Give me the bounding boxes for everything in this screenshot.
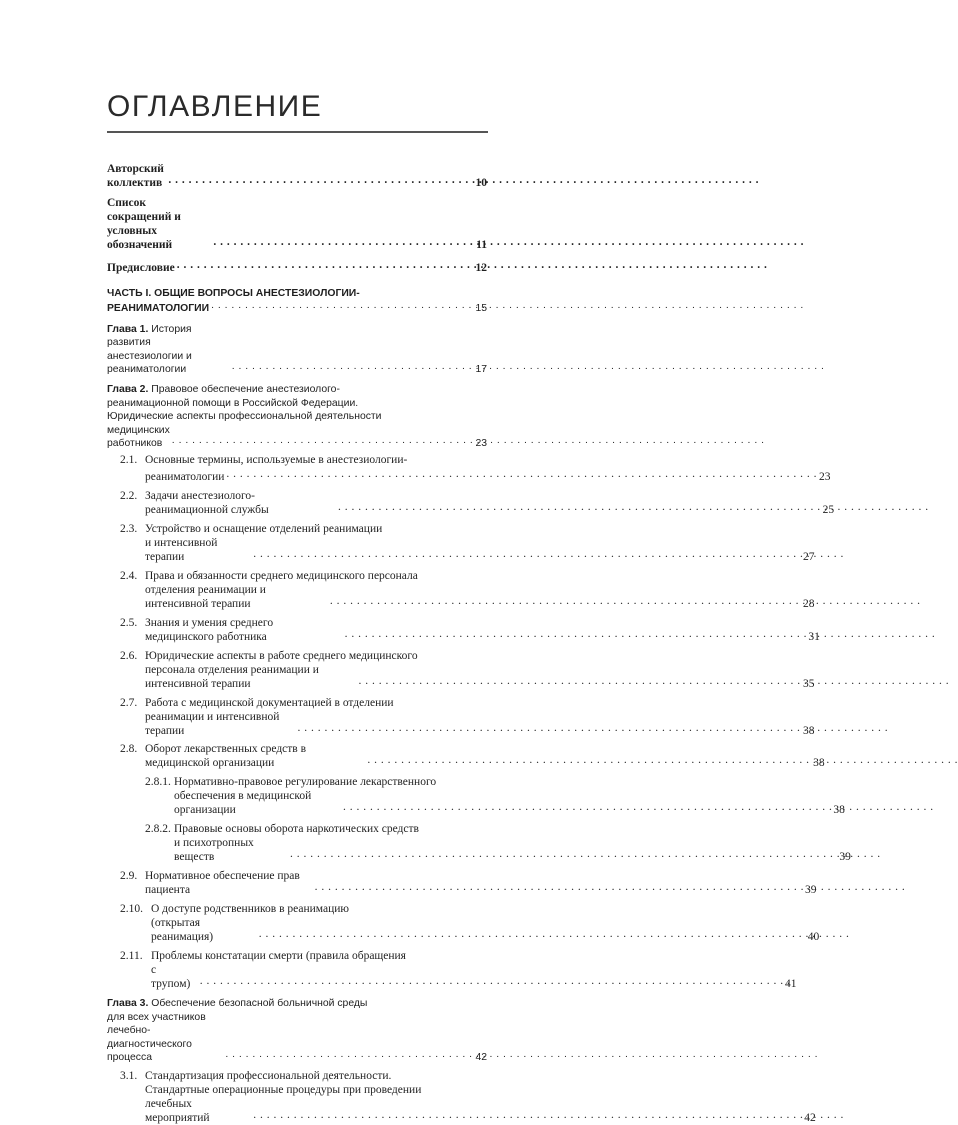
toc-section-2-7[interactable]: 2.7. Работа с медицинской документацией в отделении реанимации и интенсивной терапии . . . 38: [107, 696, 487, 738]
toc-section-3-1[interactable]: 3.1. Стандартизация профессиональной деятельности. Стандартные операционные процедуры при проведении лечебных мероприятий . . . 42: [107, 1069, 487, 1125]
leader-dots: [343, 800, 831, 814]
leader-dots: [225, 1048, 473, 1061]
toc-section-2-8-2[interactable]: 2.8.2. Правовые основы оборота наркотических средств и психотропных веществ . . . 39: [107, 822, 487, 864]
table-of-contents: [107, 162, 851, 1125]
leader-dots: [253, 547, 801, 561]
leader-dots: [177, 258, 474, 272]
toc-section-2-10[interactable]: 2.10. О доступе родственников в реанимацию (открытая реанимация) . . . 40: [107, 902, 487, 944]
leader-dots: [290, 847, 837, 861]
leader-dots: [345, 627, 807, 641]
leader-dots: [315, 880, 803, 894]
leader-dots: [172, 434, 474, 447]
leader-dots: [168, 173, 473, 187]
leader-dots: [330, 594, 801, 608]
leader-dots: [338, 500, 821, 514]
leader-dots: [232, 360, 474, 373]
leader-dots: [358, 674, 800, 688]
toc-section-2-1[interactable]: 2.1. Основные термины, используемые в анестезиологии- реаниматологии . . . 23: [107, 453, 487, 484]
toc-section-2-3[interactable]: 2.3. Устройство и оснащение отделений реанимации и интенсивной терапии . . . 27: [107, 522, 487, 564]
leader-dots: [259, 927, 806, 941]
toc-entry-preface[interactable]: Предисловие . . . 12: [107, 258, 487, 275]
leader-dots: [367, 753, 811, 767]
leader-dots: [226, 467, 817, 481]
toc-entry-authors[interactable]: Авторский коллектив . . . 10: [107, 162, 487, 190]
leader-dots: [298, 721, 801, 735]
toc-section-2-9[interactable]: 2.9. Нормативное обеспечение прав пациента . . . 39: [107, 869, 487, 897]
leader-dots: [253, 1108, 802, 1122]
toc-chapter-1[interactable]: Глава 1. История развития анестезиологии и реаниматологии . . . 17: [107, 323, 487, 377]
toc-section-2-11[interactable]: 2.11. Проблемы констатации смерти (правила обращения с трупом) . . . 41: [107, 949, 487, 991]
toc-chapter-3[interactable]: Глава 3. Обеспечение безопасной больничной среды для всех участников лечебно-диагностического процесса . . . 42: [107, 997, 487, 1064]
leader-dots: [213, 235, 474, 249]
toc-section-2-2[interactable]: 2.2. Задачи анестезиолого-реанимационной службы . . . 25: [107, 489, 487, 517]
toc-entry-abbreviations[interactable]: Список сокращений и условных обозначений . . . 11: [107, 196, 487, 252]
title-divider: [107, 131, 488, 133]
toc-section-2-4[interactable]: 2.4. Права и обязанности среднего медицинского персонала отделения реанимации и интенсивной терапии . . . 28: [107, 569, 487, 611]
toc-part-1[interactable]: ЧАСТЬ I. ОБЩИЕ ВОПРОСЫ АНЕСТЕЗИОЛОГИИ- РЕАНИМАТОЛОГИИ . . . 15: [107, 287, 487, 316]
toc-section-2-6[interactable]: 2.6. Юридические аспекты в работе среднего медицинского персонала отделения реанимации и интенсивной терапии . . . 35: [107, 649, 487, 691]
toc-section-2-5[interactable]: 2.5. Знания и умения среднего медицинского работника . . . 31: [107, 616, 487, 644]
page-title: ОГЛАВЛЕНИЕ: [107, 90, 323, 123]
leader-dots: [211, 299, 473, 312]
leader-dots: [200, 974, 783, 988]
toc-section-2-8[interactable]: 2.8. Оборот лекарственных средств в медицинской организации . . . 38: [107, 742, 487, 770]
toc-section-2-8-1[interactable]: 2.8.1. Нормативно-правовое регулирование лекарственного обеспечения в медицинской организации . . . 38: [107, 775, 487, 817]
toc-chapter-2[interactable]: Глава 2. Правовое обеспечение анестезиолого- реанимационной помощи в Российской Федерации. Юридические аспекты профессиональной деятельности медицинских работников . . . 23: [107, 383, 487, 450]
